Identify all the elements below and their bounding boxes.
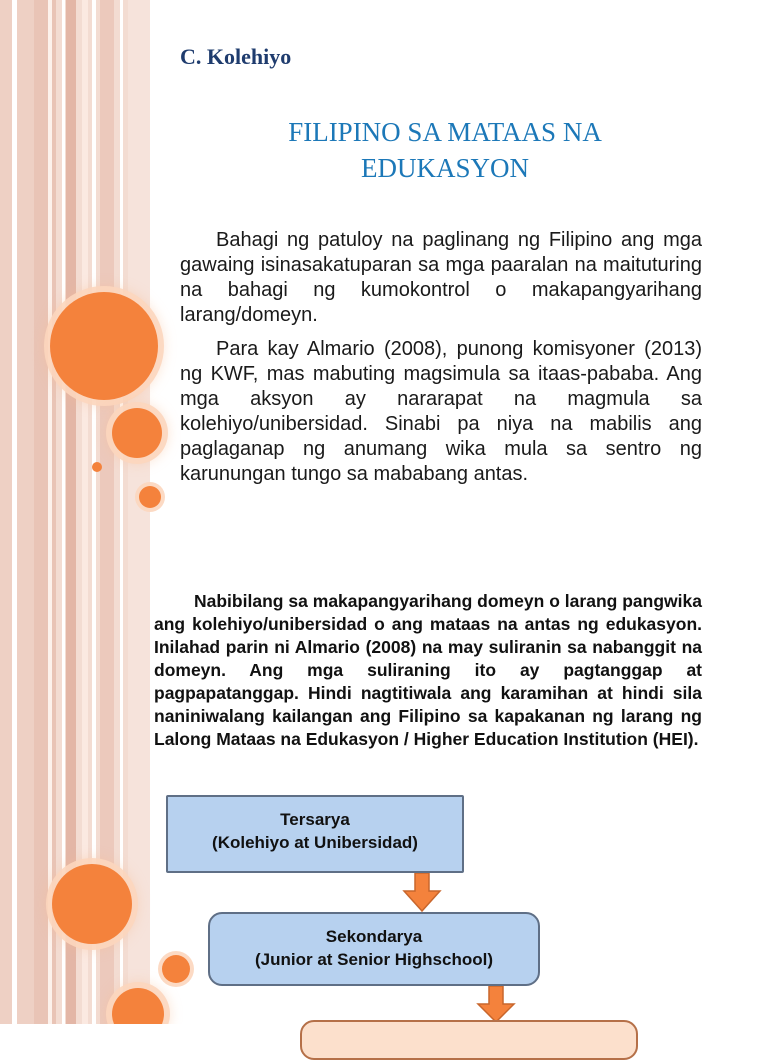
flow-box-tersarya-title: Tersarya bbox=[280, 810, 350, 829]
section-heading: C. Kolehiyo bbox=[180, 44, 292, 69]
flow-box-tersarya-subtitle: (Kolehiyo at Unibersidad) bbox=[212, 833, 418, 852]
orange-circle-large bbox=[50, 292, 158, 400]
decorative-stripes bbox=[0, 512, 150, 1024]
flow-box-sekondarya-subtitle: (Junior at Senior Highschool) bbox=[254, 950, 493, 969]
slide-1 bbox=[0, 0, 768, 512]
slide-title-line-1: FILIPINO SA MATAAS NA bbox=[288, 117, 602, 147]
flow-box-next bbox=[300, 1020, 638, 1060]
orange-circle-medium bbox=[112, 408, 162, 458]
orange-circle-large bbox=[52, 864, 132, 944]
paragraph-3: Nabibilang sa makapangyarihang domeyn o larang pangwika ang kolehiyo/unibersidad o ang mataas na antas ng edukasyon. Inilahad parin ni Almario (2008) na may suliranin sa nabanggit na domeyn. Ang mga suliraning ito ay pagtanggap at pagpapatanggap. Hindi nagtitiwala ang karamihan at hindi sila naniniwalang kailangan ang Filipino sa kapakanan ng larang ng Lalong Mataas na Edukasyon / Higher Education Institution (HEI). bbox=[154, 591, 702, 749]
paragraph-2: Para kay Almario (2008), punong komisyoner (2013) ng KWF, mas mabuting magsimula sa itaas-pababa. Ang mga aksyon ay nararapat na magmula sa kolehiyo/unibersidad. Sinabi pa niya na mabilis ang paglaganap ng anumang wika mula sa sentro ng karunungan tungo sa mababang antas. bbox=[180, 338, 702, 485]
flow-box-sekondarya-title: Sekondarya bbox=[325, 927, 423, 946]
paragraph-1: Bahagi ng patuloy na paglinang ng Filipino ang mga gawaing isinasakatuparan sa mga paaralan na maituturing na bahagi ng kumokontrol o makapangyarihang larang/domeyn. bbox=[180, 229, 702, 326]
flow-box-sekondarya bbox=[208, 912, 540, 986]
slide-title-line-2: EDUKASYON bbox=[361, 153, 529, 183]
orange-circle-small bbox=[162, 955, 190, 983]
slide-title bbox=[200, 114, 690, 186]
flow-box-tersarya bbox=[166, 795, 464, 873]
down-arrow-icon bbox=[476, 986, 516, 1024]
orange-circle-small bbox=[139, 486, 161, 508]
down-arrow-icon bbox=[402, 873, 442, 913]
orange-circle-tiny bbox=[92, 462, 102, 472]
